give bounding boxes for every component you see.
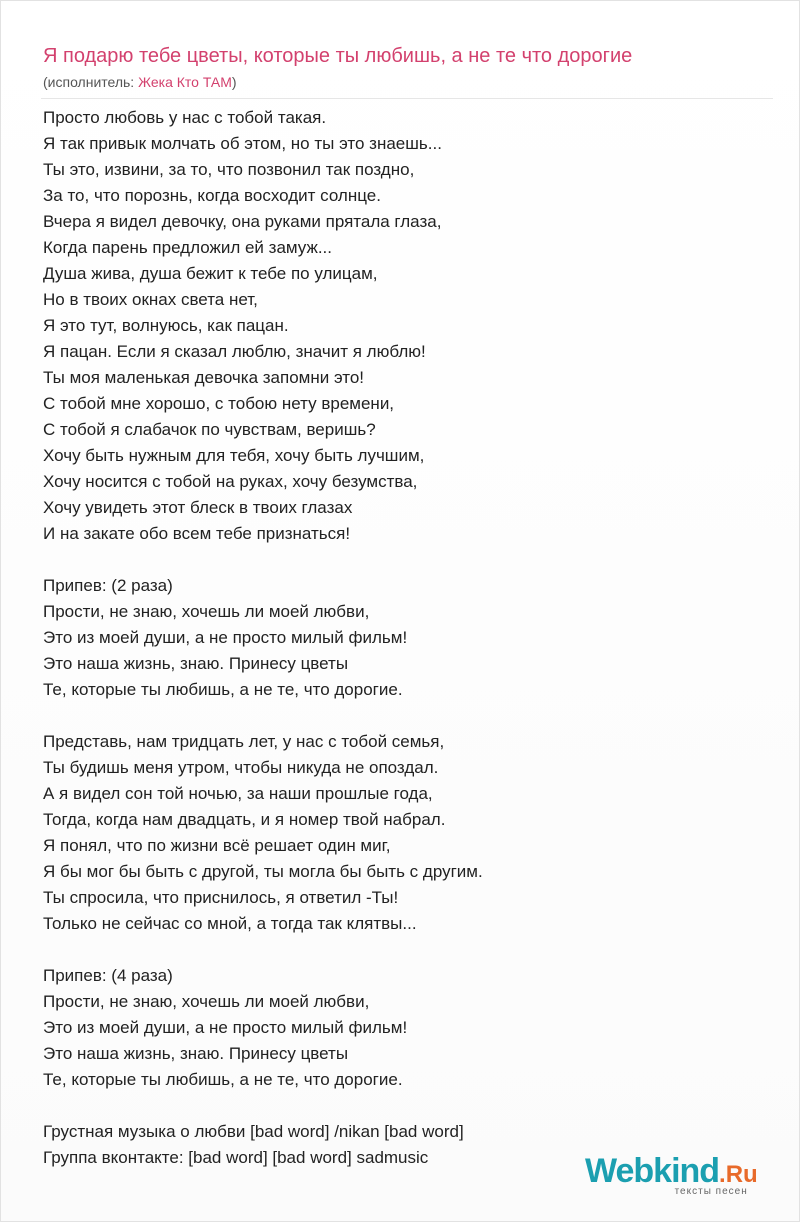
lyric-line: Когда парень предложил ей замуж... [43,238,333,257]
stanza-gap [43,1093,779,1119]
lyric-line: Ты спросила, что приснилось, я ответил -Ты! [43,888,399,907]
lyric-line: Просто любовь у нас с тобой такая. [43,108,327,127]
webkind-logo [585,1152,758,1197]
lyric-line: Ты моя маленькая девочка запомни это! [43,368,365,387]
lyric-line: Это из моей души, а не просто милый фильм! [43,1018,408,1037]
lyric-line: Я бы мог бы быть с другой, ты могла бы быть с другим. [43,862,483,881]
artist-prefix: (исполнитель: [43,74,139,90]
header-divider [41,98,773,99]
lyric-line: А я видел сон той ночью, за наши прошлые года, [43,784,433,803]
lyric-line: За то, что порознь, когда восходит солнце. [43,186,381,205]
lyric-line: Те, которые ты любишь, а не те, что дорогие. [43,680,403,699]
lyric-line: Я пацан. Если я сказал люблю, значит я люблю! [43,342,426,361]
lyric-line: Прости, не знаю, хочешь ли моей любви, [43,602,370,621]
lyric-line: Хочу увидеть этот блеск в твоих глазах [43,498,353,517]
lyric-line: Те, которые ты любишь, а не те, что дорогие. [43,1070,403,1089]
lyric-line: Грустная музыка о любви [bad word] /nikan [bad word] [43,1122,464,1141]
artist-link[interactable]: Жека Кто ТАМ [138,74,232,90]
lyric-line: Душа жива, душа бежит к тебе по улицам, [43,264,378,283]
lyric-line: Я понял, что по жизни всё решает один миг, [43,836,391,855]
lyric-line: Группа вконтакте: [bad word] [bad word] sadmusic [43,1148,429,1167]
lyric-line: Ты будишь меня утром, чтобы никуда не опоздал. [43,758,439,777]
logo-main-text: Webkind [585,1152,720,1190]
lyric-line: С тобой мне хорошо, с тобою нету времени, [43,394,395,413]
lyric-line: Это наша жизнь, знаю. Принесу цветы [43,654,349,673]
lyric-line: Это наша жизнь, знаю. Принесу цветы [43,1044,349,1063]
lyric-line: Хочу носится с тобой на руках, хочу безумства, [43,472,418,491]
lyric-line: И на закате обо всем тебе признаться! [43,524,351,543]
stanza-gap [43,937,779,963]
lyric-line: Представь, нам тридцать лет, у нас с тобой семья, [43,732,445,751]
lyric-line: Я это тут, волнуюсь, как пацан. [43,316,289,335]
lyrics-body [43,105,779,1171]
song-title: Я подарю тебе цветы, которые ты любишь, а не те что дорогие [43,45,633,67]
lyric-line: Припев: (4 раза) [43,966,173,985]
lyric-line: Это из моей души, а не просто милый фильм! [43,628,408,647]
stanza-gap [43,703,779,729]
artist-line [43,74,237,90]
lyric-line: Я так привык молчать об этом, но ты это знаешь... [43,134,442,153]
lyric-line: Припев: (2 раза) [43,576,173,595]
lyric-line: Только не сейчас со мной, а тогда так клятвы... [43,914,417,933]
lyric-line: Но в твоих окнах света нет, [43,290,258,309]
lyric-line: Ты это, извини, за то, что позвонил так поздно, [43,160,415,179]
lyric-line: С тобой я слабачок по чувствам, веришь? [43,420,376,439]
lyric-line: Тогда, когда нам двадцать, и я номер твой набрал. [43,810,446,829]
stanza-gap [43,547,779,573]
lyric-line: Вчера я видел девочку, она руками прятала глаза, [43,212,442,231]
lyric-line: Хочу быть нужным для тебя, хочу быть лучшим, [43,446,425,465]
logo-tagline: тексты песен [674,1186,748,1197]
logo-tld: .Ru [719,1161,758,1188]
lyric-line: Прости, не знаю, хочешь ли моей любви, [43,992,370,1011]
artist-suffix: ) [231,74,237,90]
